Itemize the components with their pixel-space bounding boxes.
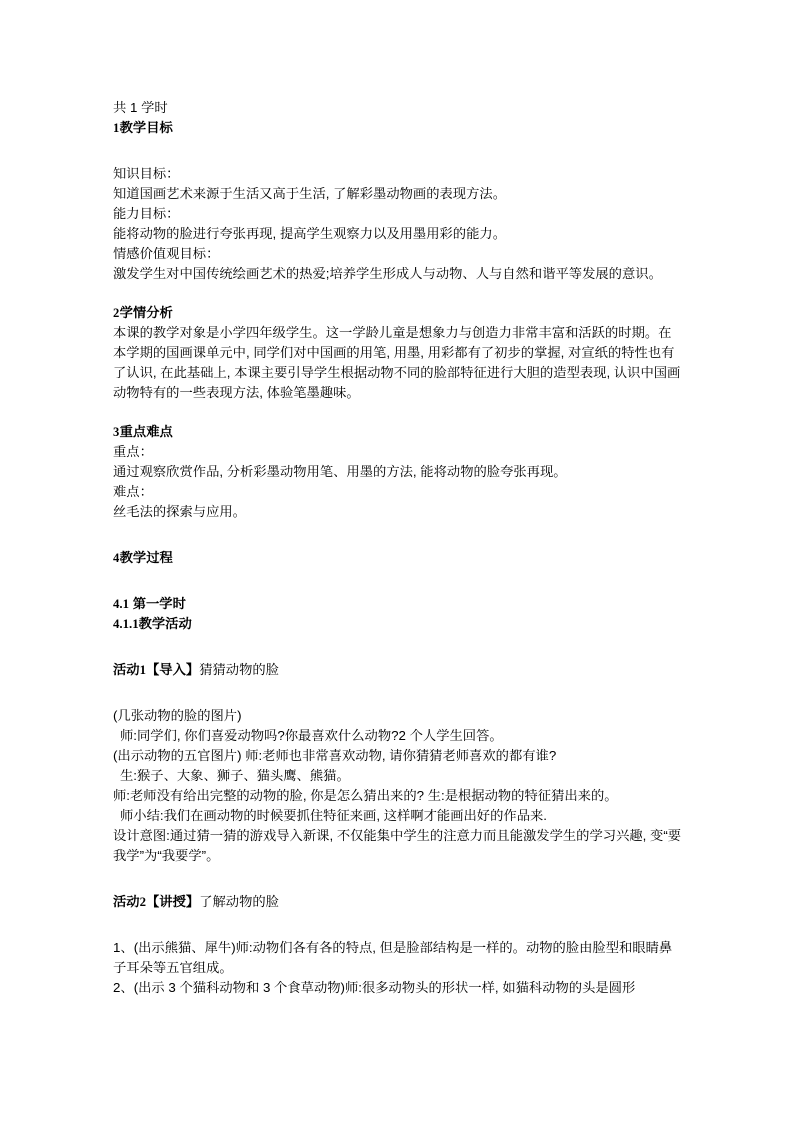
activity-1-line-1: (几张动物的脸的图片): [113, 708, 242, 723]
section-number-3: 3: [113, 425, 120, 439]
activity-1-line-4: 生:猴子、大象、狮子、猫头鹰、熊猫。: [120, 768, 350, 783]
subsection-title-4-1-1: 教学活动: [138, 616, 192, 631]
activity-index-2: 2: [139, 895, 146, 909]
section-3-line-1: 重点：: [113, 444, 153, 459]
activity-1-line-7: 设计意图:通过猜一猜的游戏导入新课, 不仅能集中学生的注意力而且能激发学生的学习兴趣, 变“要我学”为“我要学”。: [113, 828, 682, 863]
section-1-line-2: 知道国画艺术来源于生活又高于生活, 了解彩墨动物画的表现方法。: [113, 186, 506, 201]
activity-1-line-3: (出示动物的五官图片) 师:老师也非常喜欢动物, 请你猜猜老师喜欢的都有谁?: [113, 748, 557, 763]
section-3-line-2: 通过观察欣赏作品, 分析彩墨动物用笔、用墨的方法, 能将动物的脸夸张再现。: [113, 464, 567, 479]
document-body: [113, 98, 683, 998]
activity-heading-1: [113, 660, 683, 680]
section-3-line-3: 难点：: [113, 484, 153, 499]
spacer: [113, 680, 683, 706]
activity-label-1: [113, 662, 199, 677]
activity-prefix-1: 活动: [113, 662, 140, 677]
activity-title-2: 了解动物的脸: [199, 894, 279, 909]
spacer: [113, 138, 683, 164]
section-heading-3: [113, 422, 683, 442]
activity-heading-2: [113, 892, 683, 912]
subsection-heading-4-1-1: [113, 614, 683, 634]
section-title-3: 重点难点: [119, 424, 173, 439]
section-title-1: 教学目标: [119, 120, 173, 135]
section-2-paragraph: 本课的教学对象是小学四年级学生。这一学龄儿童是想象力与创造力非常丰富和活跃的时期。在本学期的国画课单元中, 同学们对中国画的用笔, 用墨, 用彩都有了初步的掌握, 对宣纸的特性也有了认识, 在此基础上, 本课主要引导学生根据动物不同的脸部特征进行大胆的造型表现, 认识中国画动物特有的一些表现方法, 体验笔墨趣味。: [113, 325, 681, 400]
section-3-line-4: 丝毛法的探索与应用。: [113, 504, 246, 519]
section-1-line-4: 能将动物的脸进行夸张再现, 提高学生观察力以及用墨用彩的能力。: [113, 226, 506, 241]
activity-title-1: 猜猜动物的脸: [199, 662, 279, 677]
section-1-line-6: 激发学生对中国传统绘画艺术的热爱;培养学生形成人与动物、人与自然和谐平等发展的意识。: [113, 266, 662, 281]
section-heading-2: [113, 303, 683, 323]
activity-bracket-1: 【导入】: [146, 662, 200, 677]
section-number-2: 2: [113, 306, 120, 320]
section-number-1: 1: [113, 121, 120, 135]
activity-bracket-2: 【讲授】: [146, 894, 200, 909]
activity-index-1: 1: [139, 663, 146, 677]
spacer: [113, 284, 683, 303]
section-title-2: 学情分析: [119, 305, 173, 320]
header-line: 共 1 学时: [113, 100, 168, 115]
activity-label-2: [113, 894, 199, 909]
subsection-number-4-1-1: 4.1.1: [113, 617, 139, 631]
spacer: [113, 912, 683, 938]
spacer: [113, 568, 683, 594]
activity-1-line-6: 师小结:我们在画动物的时候要抓住特征来画, 这样啊才能画出好的作品来.: [120, 808, 547, 823]
subsection-title-4-1: 第一学时: [132, 596, 186, 611]
activity-2-line-2: 2、(出示 3 个猫科动物和 3 个食草动物)师:很多动物头的形状一样, 如猫科动物的头是圆形: [113, 980, 636, 995]
subsection-number-4-1: 4.1: [113, 597, 129, 611]
activity-1-line-5: 师:老师没有给出完整的动物的脸, 你是怎么猜出来的? 生:是根据动物的特征猜出来的。: [113, 788, 618, 803]
spacer: [113, 522, 683, 548]
activity-1-line-2: 师:同学们, 你们喜爱动物吗?你最喜欢什么动物?2 个人学生回答。: [120, 728, 503, 743]
section-heading-1: [113, 118, 683, 138]
activity-2-line-1: 1、(出示熊猫、犀牛)师:动物们各有各的特点, 但是脸部结构是一样的。动物的脸由脸型和眼睛鼻子耳朵等五官组成。: [113, 940, 673, 975]
section-1-line-5: 情感价值观目标：: [113, 246, 220, 261]
section-number-4: 4: [113, 551, 120, 565]
section-title-4: 教学过程: [119, 550, 173, 565]
section-heading-4: [113, 548, 683, 568]
spacer: [113, 634, 683, 660]
spacer: [113, 866, 683, 892]
subsection-heading-4-1: [113, 594, 683, 614]
section-1-line-1: 知识目标：: [113, 166, 180, 181]
spacer: [113, 403, 683, 422]
activity-prefix-2: 活动: [113, 894, 140, 909]
section-1-line-3: 能力目标：: [113, 206, 180, 221]
